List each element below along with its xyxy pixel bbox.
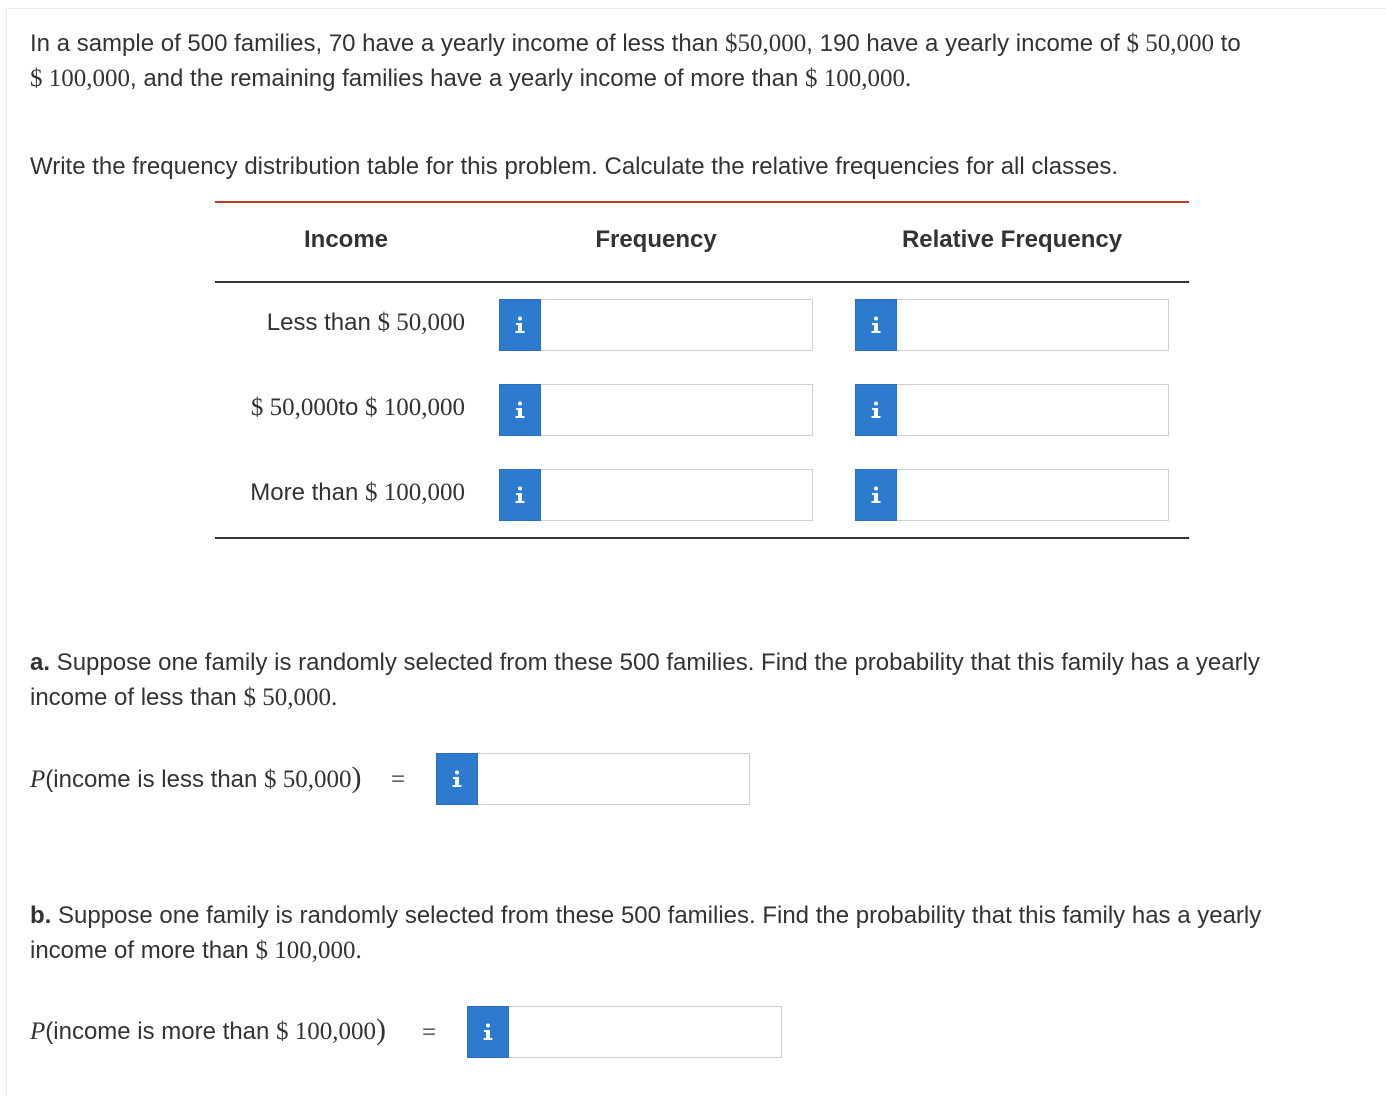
probability-symbol: P <box>30 766 46 793</box>
problem-text: In a sample of 500 families, 70 have a yearly income of less than <box>30 30 726 57</box>
probability-text: (income is less than <box>45 766 265 793</box>
relative-frequency-input-row3[interactable] <box>897 469 1169 521</box>
probability-math: $ 100,000 <box>276 1018 377 1045</box>
table-bottom-rule <box>215 537 1189 539</box>
column-header-income: Income <box>303 226 389 253</box>
probability-paren: ) <box>351 761 362 794</box>
part-b-probability-expression <box>30 1012 386 1049</box>
row-label-more-than-100000 <box>250 479 465 507</box>
problem-math: $ 100,000. <box>805 65 912 92</box>
answer-group-part-b <box>467 1006 782 1058</box>
row-label-math: $ 100,000 <box>365 394 465 421</box>
part-b-question-line2 <box>30 933 362 968</box>
frequency-input-row2[interactable] <box>541 384 813 436</box>
frequency-input-row1[interactable] <box>541 299 813 351</box>
probability-paren: ) <box>376 1013 387 1046</box>
column-header-frequency: Frequency <box>595 226 717 253</box>
row-label-math: $ 50,000 <box>377 309 465 336</box>
info-icon[interactable] <box>499 299 541 351</box>
row-label-less-than-50000 <box>267 309 465 337</box>
problem-math: $ 100,000 <box>30 65 130 92</box>
part-a-probability-expression <box>30 760 362 797</box>
part-a-math: $ 50,000. <box>243 684 338 711</box>
relative-frequency-input-row2[interactable] <box>897 384 1169 436</box>
probability-input-part-b[interactable] <box>509 1006 782 1058</box>
part-a-text: Suppose one family is randomly selected from these 500 families. Find the probability that this family has a yearly <box>50 649 1260 676</box>
problem-text: , and the remaining families have a yearly income of more than <box>130 65 806 92</box>
problem-text: to <box>1213 30 1241 57</box>
info-icon[interactable] <box>467 1006 509 1058</box>
info-icon[interactable] <box>855 384 897 436</box>
equals-sign: = <box>391 766 406 793</box>
info-icon[interactable] <box>499 384 541 436</box>
part-a-question-line2 <box>30 680 337 715</box>
answer-group-freq-row2 <box>499 384 813 436</box>
row-label-math: $ 50,000 <box>250 394 339 421</box>
part-a-text: income of less than <box>30 684 244 711</box>
frequency-input-row3[interactable] <box>541 469 813 521</box>
problem-statement-line1 <box>30 26 1241 61</box>
row-label-text: Less than <box>266 309 378 336</box>
part-b-label: b. <box>30 902 52 929</box>
column-header-relative-frequency: Relative Frequency <box>901 226 1123 253</box>
answer-group-relfreq-row3 <box>855 469 1169 521</box>
part-b-math: $ 100,000. <box>255 937 362 964</box>
answer-group-relfreq-row1 <box>855 299 1169 351</box>
probability-symbol: P <box>30 1018 46 1045</box>
info-icon[interactable] <box>499 469 541 521</box>
part-b-text: income of more than <box>30 937 256 964</box>
instruction-text: Write the frequency distribution table for this problem. Calculate the relative frequencies for all classes. <box>30 153 1119 180</box>
probability-input-part-a[interactable] <box>478 753 750 805</box>
relative-frequency-input-row1[interactable] <box>897 299 1169 351</box>
info-icon[interactable] <box>436 753 478 805</box>
row-label-50000-to-100000 <box>251 394 465 422</box>
answer-group-relfreq-row2 <box>855 384 1169 436</box>
part-b-question-line1 <box>30 898 1261 933</box>
answer-group-part-a <box>436 753 750 805</box>
row-label-text: More than <box>250 479 365 506</box>
problem-math: $50,000 <box>725 30 807 57</box>
equals-sign: = <box>422 1019 437 1046</box>
problem-text: , 190 have a yearly income of <box>806 30 1127 57</box>
problem-statement-line2 <box>30 61 911 96</box>
answer-group-freq-row3 <box>499 469 813 521</box>
problem-math: $ 50,000 <box>1126 30 1214 57</box>
part-a-label: a. <box>30 649 51 676</box>
probability-math: $ 50,000 <box>264 766 352 793</box>
part-b-text: Suppose one family is randomly selected from these 500 families. Find the probability that this family has a yearly <box>51 902 1262 929</box>
row-label-text: to <box>338 394 365 421</box>
info-icon[interactable] <box>855 469 897 521</box>
probability-text: (income is more than <box>45 1018 277 1045</box>
table-header-rule <box>215 281 1189 283</box>
part-a-question-line1 <box>30 645 1260 680</box>
table-top-rule <box>215 201 1189 203</box>
row-label-math: $ 100,000 <box>365 479 465 506</box>
answer-group-freq-row1 <box>499 299 813 351</box>
info-icon[interactable] <box>855 299 897 351</box>
